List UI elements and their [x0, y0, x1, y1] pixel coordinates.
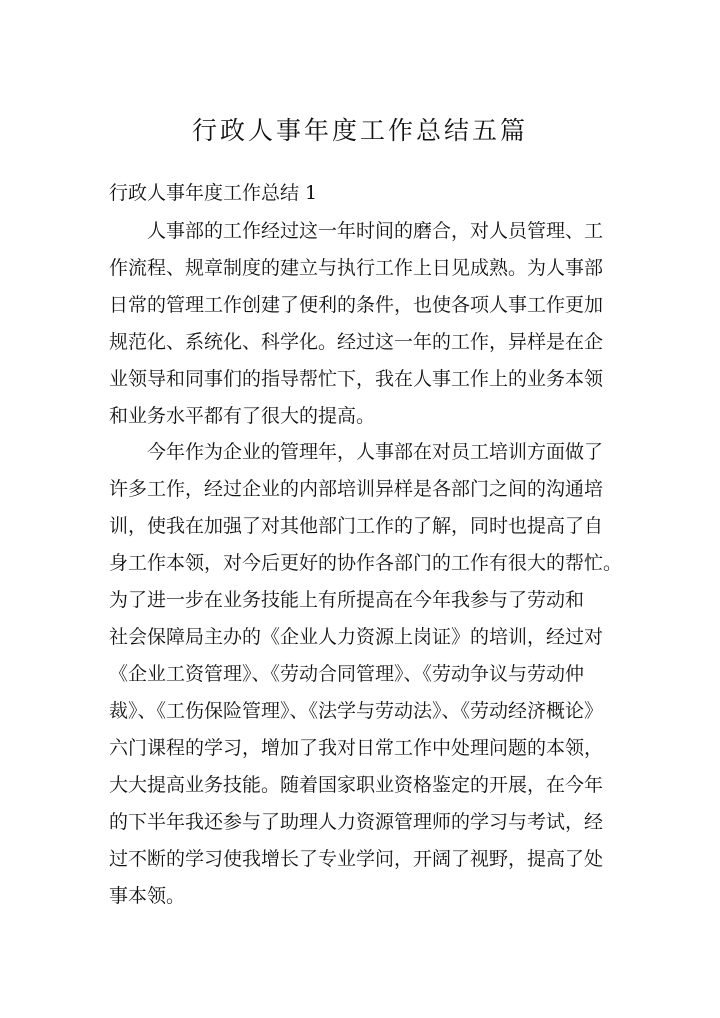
paragraph-line: 《企业工资管理》、《劳动合同管理》、《劳动争议与劳动仲 — [109, 663, 585, 685]
paragraph-line: 今年作为企业的管理年，人事部在对员工培训方面做了 — [109, 441, 604, 463]
paragraph-line: 为了进一步在业务技能上有所提高在今年我参与了劳动和 — [109, 589, 585, 611]
section-heading: 行政人事年度工作总结 1 — [109, 182, 318, 204]
paragraph-line: 人事部的工作经过这一年时间的磨合，对人员管理、工 — [109, 220, 604, 242]
paragraph-line: 业领导和同事们的指导帮忙下，我在人事工作上的业务本领 — [109, 368, 604, 390]
paragraph-line: 六门课程的学习，增加了我对日常工作中处理问题的本领， — [109, 737, 604, 759]
paragraph-line: 作流程、规章制度的建立与执行工作上日见成熟。为人事部 — [109, 257, 604, 279]
paragraph-1 — [109, 213, 611, 435]
paragraph-2 — [109, 434, 623, 915]
paragraph-line: 身工作本领，对今后更好的协作各部门的工作有很大的帮忙。 — [109, 552, 623, 574]
paragraph-line: 和业务水平都有了很大的提高。 — [109, 405, 376, 427]
paragraph-line: 裁》、《工伤保险管理》、《法学与劳动法》、《劳动经济概论》 — [109, 700, 604, 722]
paragraph-line: 规范化、系统化、科学化。经过这一年的工作，异样是在企 — [109, 331, 604, 353]
paragraph-line: 事本领。 — [109, 885, 186, 907]
paragraph-line: 大大提高业务技能。随着国家职业资格鉴定的开展，在今年 — [109, 774, 604, 796]
paragraph-line: 训，使我在加强了对其他部门工作的了解，同时也提高了自 — [109, 515, 604, 537]
paragraph-line: 的下半年我还参与了助理人力资源管理师的学习与考试，经 — [109, 811, 604, 833]
paragraph-line: 过不断的学习使我增长了专业学问，开阔了视野，提高了处 — [109, 848, 604, 870]
paragraph-line: 社会保障局主办的《企业人力资源上岗证》的培训，经过对 — [109, 626, 604, 648]
paragraph-line: 许多工作，经过企业的内部培训异样是各部门之间的沟通培 — [109, 478, 604, 500]
paragraph-line: 日常的管理工作创建了便利的条件，也使各项人事工作更加 — [109, 294, 604, 316]
document-title: 行政人事年度工作总结五篇 — [191, 116, 528, 145]
